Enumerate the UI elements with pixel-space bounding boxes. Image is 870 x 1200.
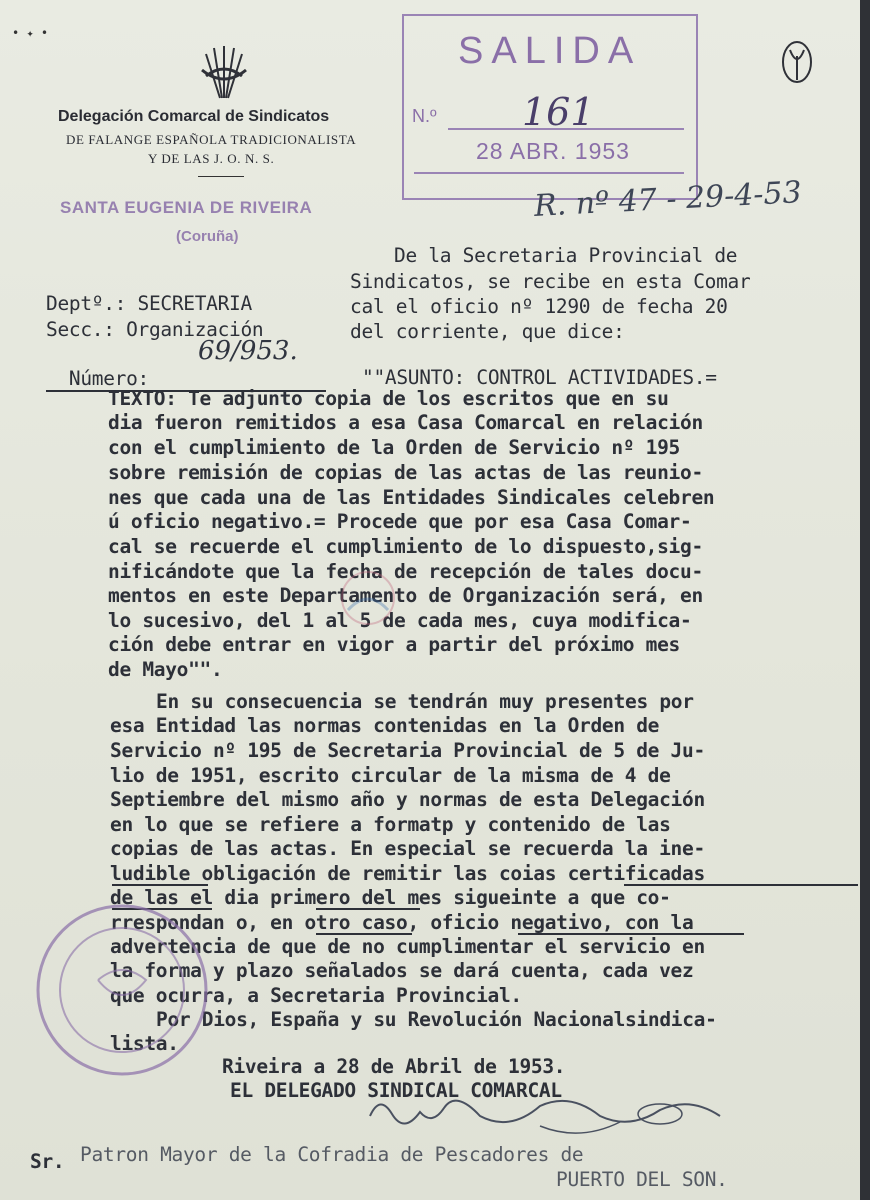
shield-emblem-icon xyxy=(780,38,814,88)
quote-line: dia fueron remitidos a esa Casa Comarcal en relación xyxy=(108,411,703,434)
org-subtitle-1: DE FALANGE ESPAÑOLA TRADICIONALISTA xyxy=(66,132,357,147)
body-line: esa Entidad las normas contenidas en la Orden de xyxy=(110,714,660,737)
org-name: Delegación Comarcal de Sindicatos xyxy=(58,108,330,125)
round-seal-stamp xyxy=(28,890,214,1090)
salida-date: 28 ABR. 1953 xyxy=(476,138,630,164)
body-line: que ocurra, a Secretaria Provincial. xyxy=(110,984,522,1007)
quote-line: sobre remisión de copias de las actas de las reunio- xyxy=(108,461,703,484)
body-line: en lo que se refiere a formatp y contenido de las xyxy=(110,813,671,836)
handwritten-reference: R. nº 47 - 29-4-53 xyxy=(533,175,803,224)
closing-line: lista. xyxy=(110,1032,179,1055)
addressee-line-1: Patron Mayor de la Cofradia de Pescadores de xyxy=(80,1143,584,1166)
intro-line: De la Secretaria Provincial de xyxy=(394,244,738,267)
intro-line: del corriente, que dice: xyxy=(350,320,625,343)
intro-line: cal el oficio nº 1290 de fecha 20 xyxy=(350,295,728,318)
salida-number: 161 xyxy=(522,90,595,134)
body-line: rrespondan o, en otro caso, oficio negativo, con la xyxy=(110,911,694,934)
quote-line: nes que cada una de las Entidades Sindicales celebren xyxy=(108,486,715,509)
salida-title: SALIDA xyxy=(458,30,642,72)
body-line: copias de las actas. En especial se recuerda la ine- xyxy=(110,837,705,860)
quote-line: cal se recuerde el cumplimiento de lo dispuesto,sig- xyxy=(108,535,703,558)
scan-edge xyxy=(860,0,870,1200)
quote-line: lo sucesivo, del 1 al 5 de cada mes, cuya modifica- xyxy=(108,609,692,632)
quote-line: con el cumplimiento de la Orden de Servicio nº 195 xyxy=(108,436,681,459)
body-line: Septiembre del mismo año y normas de esta Delegación xyxy=(110,788,705,811)
quote-line: TEXTO: Te adjunto copia de los escritos que en su xyxy=(108,387,669,410)
location-province-stamp: (Coruña) xyxy=(176,228,239,245)
body-line: lio de 1951, escrito circular de la misma de 4 de xyxy=(110,764,671,787)
quote-line: ú oficio negativo.= Procede que por esa Casa Comar- xyxy=(108,510,692,533)
underline-mark xyxy=(624,884,858,886)
yoke-arrows-emblem-icon xyxy=(196,40,252,102)
signer-title: EL DELEGADO SINDICAL COMARCAL xyxy=(230,1079,562,1102)
quote-line: ción debe entrar en vigor a partir del próximo mes xyxy=(108,633,681,656)
place-date: Riveira a 28 de Abril de 1953. xyxy=(222,1055,566,1078)
underline-mark xyxy=(518,933,744,935)
ref-section: Secc.: Organización xyxy=(46,318,264,341)
quote-line: mentos en este Departamento de Organización será, en xyxy=(108,584,703,607)
underline-mark xyxy=(316,908,420,910)
addressee-salutation: Sr. xyxy=(30,1150,65,1173)
ref-number-value: 69/953. xyxy=(198,336,298,366)
body-line: la forma y plazo señalados se dará cuenta, cada vez xyxy=(110,959,694,982)
quote-line: de Mayo"". xyxy=(108,658,223,681)
corner-marks: • ✦ • xyxy=(12,26,49,40)
body-line: de las el dia primero del mes sigueinte a que co- xyxy=(110,886,671,909)
quote-line: ""ASUNTO: CONTROL ACTIVIDADES.= xyxy=(362,366,717,389)
salida-date-rule xyxy=(414,172,684,174)
org-subtitle-2: Y DE LAS J. O. N. S. xyxy=(148,151,275,166)
underline-mark xyxy=(316,933,412,935)
quote-line: nificándote que la fecha de recepción de tales docu- xyxy=(108,560,703,583)
closing-line: Por Dios, España y su Revolución Nacionalsindica- xyxy=(156,1008,717,1031)
underline-mark xyxy=(112,884,208,886)
body-line: advertencia de que de no cumplimentar el servicio en xyxy=(110,935,705,958)
location-stamp: SANTA EUGENIA DE RIVEIRA xyxy=(60,198,313,217)
salida-number-label: N.º xyxy=(412,106,437,126)
body-line: ludible obligación de remitir las coias certificadas xyxy=(110,862,705,885)
watermark-logo xyxy=(328,558,448,638)
intro-line: Sindicatos, se recibe en esta Comar xyxy=(350,270,751,293)
ref-number-label: Número: xyxy=(68,367,149,390)
body-line: Servicio nº 195 de Secretaria Provincial de 5 de Ju- xyxy=(110,739,705,762)
body-line: En su consecuencia se tendrán muy presentes por xyxy=(156,690,694,713)
signature-scribble xyxy=(360,1086,730,1146)
addressee-line-2: PUERTO DEL SON. xyxy=(556,1168,728,1191)
ref-dept: Deptº.: SECRETARIA xyxy=(46,292,252,315)
letterhead-divider xyxy=(198,176,244,177)
salida-stamp xyxy=(402,14,698,200)
